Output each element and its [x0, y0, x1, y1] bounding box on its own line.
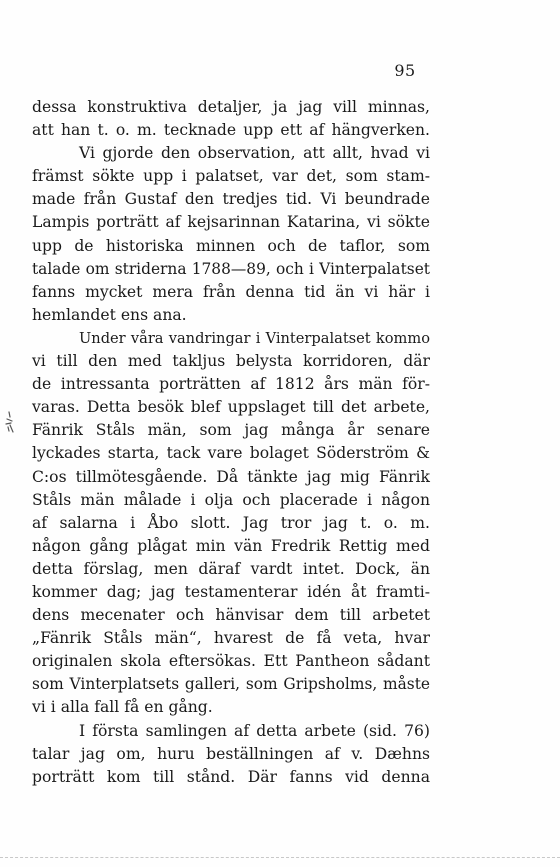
text-line: talade om striderna 1788—89, och i Vinterpalatset: [32, 259, 430, 278]
text-line: af salarna i Åbo slott. Jag tror jag t. o. m.: [32, 513, 430, 532]
text-line: varas. Detta besök blef uppslaget till det arbete,: [32, 398, 430, 417]
text-line: detta förslag, men däraf vardt intet. Dock, än: [32, 559, 430, 578]
text-line: Vi gjorde den observation, att allt, hvad vi: [79, 144, 430, 163]
text-line: I första samlingen af detta arbete (sid. 76): [79, 721, 430, 740]
text-line: som Vinterplatsets galleri, som Gripsholms, måste: [32, 675, 430, 694]
margin-mark-icon: [3, 408, 17, 436]
text-line: lyckades starta, tack vare bolaget Söderström &: [32, 444, 430, 463]
text-line: „Fänrik Ståls män“, hvarest de få veta, hvar: [32, 629, 430, 648]
text-line: porträtt kom till stånd. Där fanns vid denna: [32, 767, 430, 786]
page-bottom-divider: [0, 857, 560, 859]
text-line: talar jag om, huru beställningen af v. Dæhns: [32, 744, 430, 763]
text-line: vi i alla fall få en gång.: [32, 698, 213, 717]
text-line: Ståls män målade i olja och placerade i någon: [32, 490, 430, 509]
text-line: främst sökte upp i palatset, var det, som stam-: [32, 167, 430, 186]
text-line: någon gång plågat min vän Fredrik Rettig med: [32, 536, 430, 555]
text-line: C:os tillmötesgående. Då tänkte jag mig Fänrik: [32, 467, 430, 486]
text-line: att han t. o. m. tecknade upp ett af hängverken.: [32, 121, 430, 140]
text-line: de intressanta porträtten af 1812 års män för-: [32, 375, 430, 394]
text-line: fanns mycket mera från denna tid än vi här i: [32, 282, 430, 301]
text-line: dens mecenater och hänvisar dem till arbetet: [32, 606, 430, 625]
text-line: Fänrik Ståls män, som jag många år senare: [32, 421, 430, 440]
page-number: 95: [394, 61, 416, 80]
text-line: dessa konstruktiva detaljer, ja jag vill minnas,: [32, 98, 430, 116]
text-line: Under våra vandringar i Vinterpalatset kommo: [79, 329, 430, 347]
text-line: Lampis porträtt af kejsarinnan Katarina, vi sökte: [32, 213, 430, 232]
text-line: vi till den med takljus belysta korridoren, där: [32, 352, 430, 371]
text-line: originalen skola eftersökas. Ett Pantheon sådant: [32, 652, 430, 671]
text-line: upp de historiska minnen och de taflor, som: [32, 236, 430, 255]
text-line: hemlandet ens ana.: [32, 305, 187, 324]
body-text: [32, 96, 430, 789]
text-line: kommer dag; jag testamenterar idén åt framti-: [32, 582, 430, 601]
text-line: made från Gustaf den tredjes tid. Vi beundrade: [32, 190, 430, 209]
